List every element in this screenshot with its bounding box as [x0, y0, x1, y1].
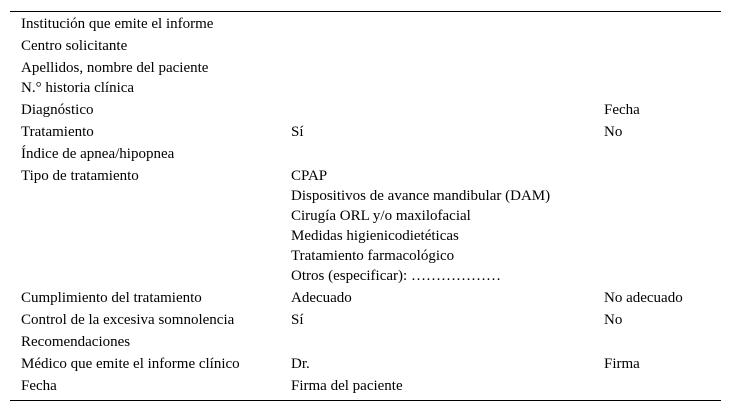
row-label: Diagnóstico: [21, 102, 94, 118]
treatment-option: Tratamiento farmacológico: [291, 248, 455, 264]
treatment-option: Medidas higienicodietéticas: [291, 228, 459, 244]
date-label: Fecha: [604, 102, 640, 118]
treatment-option: Dispositivos de avance mandibular (DAM): [291, 188, 551, 204]
table-row: [10, 14, 721, 36]
table-row: [10, 36, 721, 58]
no-option: No: [604, 312, 623, 328]
table-row: [10, 310, 721, 332]
table-row: [10, 122, 721, 144]
treatment-option: CPAP: [291, 168, 328, 184]
row-label: Institución que emite el informe: [21, 16, 214, 32]
table-row: [10, 144, 721, 166]
table-row: [10, 332, 721, 354]
row-label: Tipo de tratamiento: [21, 168, 139, 184]
report-form-table: [10, 11, 721, 401]
row-label: Centro solicitante: [21, 38, 128, 54]
table-row: [10, 354, 721, 376]
row-label: Recomendaciones: [21, 334, 131, 350]
row-label: Cumplimiento del tratamiento: [21, 290, 202, 306]
table-row: [10, 100, 721, 122]
table-row: [10, 288, 721, 310]
not-adequate-option: No adecuado: [604, 290, 683, 306]
row-label: Médico que emite el informe clínico: [21, 356, 240, 372]
treatment-option: Otros (especificar): ………………: [291, 268, 501, 284]
table-row: [10, 166, 721, 288]
row-label: Control de la excesiva somnolencia: [21, 312, 235, 328]
doctor-label: Dr.: [291, 356, 310, 372]
signature-label: Firma: [604, 356, 640, 372]
row-label: N.° historia clínica: [21, 80, 135, 96]
row-label: Tratamiento: [21, 124, 94, 140]
table-row: [10, 58, 721, 78]
table-row: [10, 376, 721, 398]
row-label: Apellidos, nombre del paciente: [21, 60, 209, 76]
patient-signature-label: Firma del paciente: [291, 378, 403, 394]
yes-option: Sí: [291, 124, 304, 140]
treatment-option: Cirugía ORL y/o maxilofacial: [291, 208, 471, 224]
treatment-options-list: [291, 166, 550, 286]
table-row: [10, 78, 721, 100]
adequate-option: Adecuado: [291, 290, 352, 306]
row-label: Fecha: [21, 378, 57, 394]
yes-option: Sí: [291, 312, 304, 328]
no-option: No: [604, 124, 623, 140]
row-label: Índice de apnea/hipopnea: [21, 146, 175, 162]
